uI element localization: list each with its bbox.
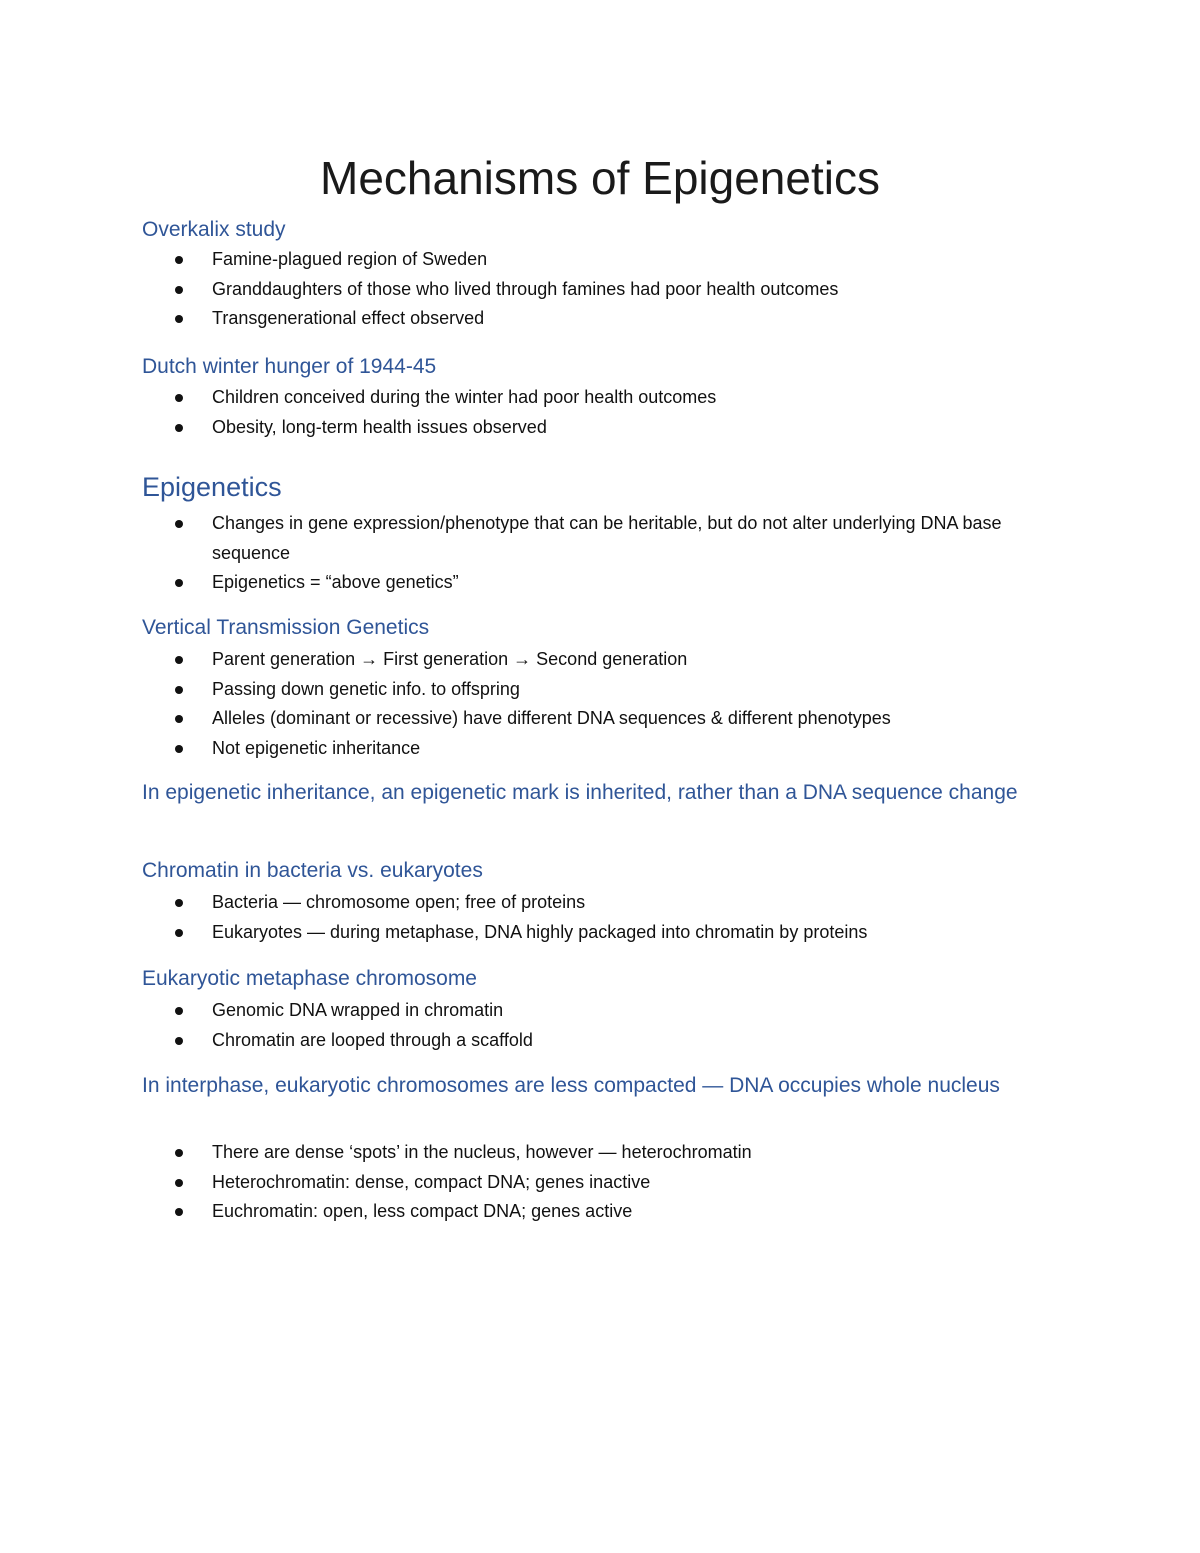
- list-item: [0, 1168, 1200, 1198]
- list-item: [0, 509, 1200, 568]
- bullet-icon: [175, 1149, 183, 1157]
- list-item-text: Bacteria — chromosome open; free of proteins: [212, 892, 586, 912]
- list-item: [0, 704, 1200, 734]
- bullet-icon: [175, 1208, 183, 1216]
- bullet-list-dutch-winter: [0, 383, 1200, 442]
- bullet-icon: [175, 1179, 183, 1187]
- list-item-text: Granddaughters of those who lived through famines had poor health outcomes: [212, 278, 839, 299]
- section-heading-metaphase-chromosome: Eukaryotic metaphase chromosome: [142, 967, 477, 990]
- bullet-icon: [175, 286, 183, 294]
- bullet-list-vertical-transmission: [0, 645, 1200, 763]
- list-item: [0, 383, 1200, 413]
- bullet-icon: [175, 579, 183, 587]
- bullet-icon: [175, 745, 183, 753]
- list-item-text: Genomic DNA wrapped in chromatin: [212, 1000, 504, 1020]
- list-item: [0, 275, 1200, 305]
- list-item-text: Changes in gene expression/phenotype that can be heritable, but do not alter underlying DNA base sequence: [212, 513, 1002, 563]
- list-item-text: Children conceived during the winter had poor health outcomes: [212, 387, 717, 407]
- section-heading-interphase: In interphase, eukaryotic chromosomes are less compacted — DNA occupies whole nucleus: [142, 1074, 1000, 1097]
- list-item-text: Chromatin are looped through a scaffold: [212, 1029, 533, 1050]
- bullet-icon: [175, 899, 183, 907]
- section-heading-dutch-winter: Dutch winter hunger of 1944-45: [142, 355, 437, 378]
- list-item-text: Passing down genetic info. to offspring: [212, 678, 520, 699]
- bullet-icon: [175, 394, 183, 402]
- list-item-text: Heterochromatin: dense, compact DNA; genes inactive: [212, 1171, 651, 1192]
- list-item-text: Transgenerational effect observed: [212, 308, 485, 328]
- list-item-text: Eukaryotes — during metaphase, DNA highly packaged into chromatin by proteins: [212, 921, 868, 942]
- bullet-icon: [175, 1037, 183, 1045]
- list-item-text: Euchromatin: open, less compact DNA; genes active: [212, 1201, 633, 1221]
- list-item: [0, 245, 1200, 275]
- bullet-list-epigenetics: [0, 509, 1200, 598]
- section-heading-overkalix: Overkalix study: [142, 218, 286, 241]
- epigenetic-inheritance-statement: In epigenetic inheritance, an epigenetic mark is inherited, rather than a DNA sequence change: [142, 781, 1018, 804]
- bullet-icon: [175, 315, 183, 323]
- bullet-icon: [175, 1007, 183, 1015]
- list-item: [0, 568, 1200, 598]
- list-item: [0, 304, 1200, 334]
- bullet-icon: [175, 256, 183, 264]
- list-item-text: There are dense ‘spots’ in the nucleus, however — heterochromatin: [212, 1142, 752, 1162]
- page-title: Mechanisms of Epigenetics: [320, 152, 880, 204]
- list-item-text: Not epigenetic inheritance: [212, 737, 421, 758]
- bullet-icon: [175, 656, 183, 664]
- list-item-text: Alleles (dominant or recessive) have different DNA sequences & different phenotypes: [212, 708, 891, 728]
- bullet-list-metaphase-chromosome: [0, 996, 1200, 1055]
- bullet-list-overkalix: [0, 245, 1200, 334]
- section-heading-vertical-transmission: Vertical Transmission Genetics: [142, 616, 430, 639]
- bullet-list-interphase: [0, 1138, 1200, 1227]
- section-heading-epigenetics: Epigenetics: [142, 472, 282, 502]
- list-item-text: Parent generation → First generation → Second generation: [212, 649, 688, 669]
- bullet-icon: [175, 929, 183, 937]
- list-item: [0, 734, 1200, 764]
- section-heading-chromatin: Chromatin in bacteria vs. eukaryotes: [142, 859, 483, 882]
- list-item-text: Obesity, long-term health issues observed: [212, 416, 547, 437]
- list-item: [0, 645, 1200, 675]
- list-item: [0, 675, 1200, 705]
- bullet-icon: [175, 686, 183, 694]
- list-item: [0, 1138, 1200, 1168]
- bullet-icon: [175, 520, 183, 528]
- list-item-text: Famine-plagued region of Sweden: [212, 249, 488, 269]
- list-item: [0, 1026, 1200, 1056]
- bullet-list-chromatin: [0, 888, 1200, 947]
- list-item: [0, 888, 1200, 918]
- list-item: [0, 996, 1200, 1026]
- list-item: [0, 413, 1200, 443]
- list-item: [0, 1197, 1200, 1227]
- bullet-icon: [175, 715, 183, 723]
- bullet-icon: [175, 424, 183, 432]
- list-item: [0, 918, 1200, 948]
- list-item-text: Epigenetics = “above genetics”: [212, 572, 459, 592]
